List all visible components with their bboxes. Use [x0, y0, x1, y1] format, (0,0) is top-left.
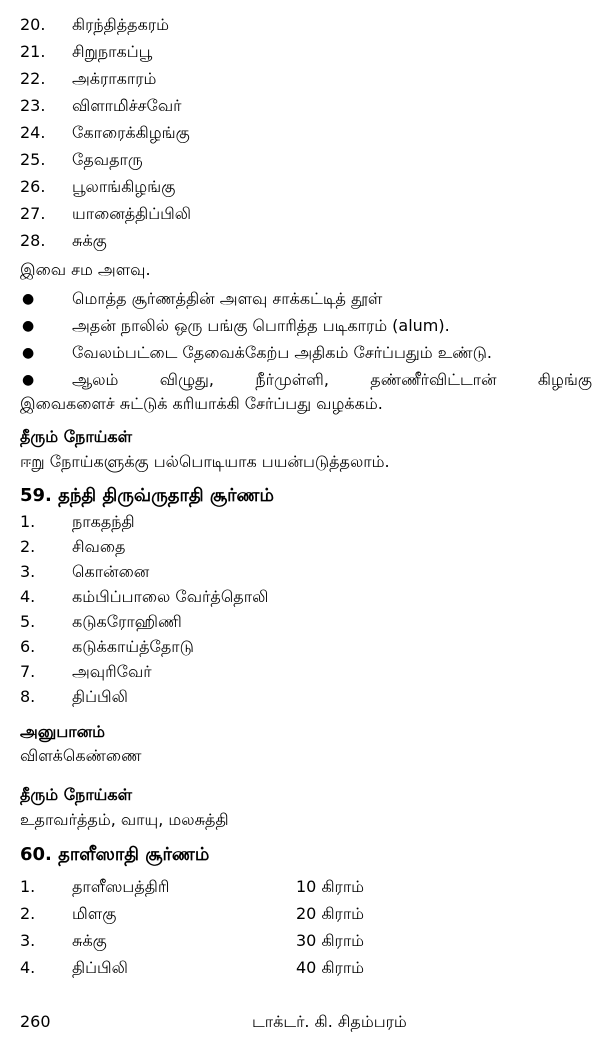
item-number: 1.	[20, 877, 36, 896]
item-text: கோரைக்கிழங்கு	[72, 123, 190, 142]
item-number: 4.	[20, 958, 36, 977]
item-text: கிரந்தித்தகரம்	[72, 15, 169, 34]
section-heading: தீரும் நோய்கள்	[20, 427, 133, 446]
section-title-line	[0, 482, 600, 510]
item-text: சிவதை	[72, 537, 126, 556]
bullet-icon: ●	[22, 291, 35, 307]
item-number: 22.	[20, 69, 46, 88]
item-text: கடுக்காய்த்தோடு	[72, 637, 194, 656]
item-number: 2.	[20, 537, 36, 556]
item-quantity: 10 கிராம்	[296, 877, 365, 896]
bullet-text: வேலம்பட்டை தேவைக்கேற்ப அதிகம் சேர்ப்பதும் உண்டு.	[72, 343, 492, 362]
list-item	[0, 634, 600, 660]
anupanam-heading: அனுபானம்	[20, 722, 105, 741]
bullet-item	[0, 367, 600, 393]
item-number: 20.	[20, 15, 46, 34]
item-number: 4.	[20, 587, 36, 606]
list-item	[0, 609, 600, 635]
item-number: 25.	[20, 150, 46, 169]
item-number: 8.	[20, 687, 36, 706]
item-number: 3.	[20, 562, 36, 581]
list-item	[0, 12, 600, 38]
list-item	[0, 66, 600, 92]
list-item	[0, 174, 600, 200]
list-item	[0, 534, 600, 560]
bullet-icon: ●	[22, 372, 35, 388]
anupanam-text: விளக்கெண்ணை	[20, 746, 142, 765]
list-item	[0, 559, 600, 585]
list-item	[0, 147, 600, 173]
bullet-item	[0, 340, 600, 366]
bullet-word: நீர்முள்ளி,	[255, 370, 329, 389]
item-number: 27.	[20, 204, 46, 223]
item-quantity: 40 கிராம்	[296, 958, 365, 977]
item-number: 6.	[20, 637, 36, 656]
item-quantity: 20 கிராம்	[296, 904, 365, 923]
paragraph-line	[0, 807, 600, 833]
bullet-text: இவைகளைச் சுட்டுக் கரியாக்கி சேர்ப்பது வழக்கம்.	[20, 394, 383, 413]
list-item	[0, 39, 600, 65]
item-text: திப்பிலி	[72, 687, 128, 706]
item-text: மிளகு	[72, 904, 117, 923]
diseases-heading: தீரும் நோய்கள்	[20, 785, 133, 804]
ingredient-row	[0, 874, 600, 900]
bullet-item	[0, 313, 600, 339]
list-item	[0, 509, 600, 535]
item-number: 1.	[20, 512, 36, 531]
item-text: சுக்கு	[72, 931, 107, 950]
item-number: 21.	[20, 42, 46, 61]
item-text: பூலாங்கிழங்கு	[72, 177, 176, 196]
item-text: யானைத்திப்பிலி	[72, 204, 192, 223]
bullet-word: தண்ணீர்விட்டான்	[370, 370, 497, 389]
ingredient-row	[0, 901, 600, 927]
page-number: 260	[20, 1012, 51, 1031]
item-text: அவுரிவேர்	[72, 662, 152, 681]
list-item	[0, 684, 600, 710]
bullet-text: அதன் நாலில் ஒரு பங்கு பொரித்த படிகாரம் (alum).	[72, 316, 450, 335]
equal-note: இவை சம அளவு.	[20, 260, 151, 279]
item-text: கம்பிப்பாலை வேர்த்தொலி	[72, 587, 269, 606]
ingredient-row	[0, 955, 600, 981]
list-item	[0, 93, 600, 119]
bullet-icon: ●	[22, 345, 35, 361]
paragraph-line	[0, 743, 600, 769]
bullet-text: மொத்த சூர்ணத்தின் அளவு சாக்கட்டித் தூள்	[72, 289, 383, 308]
item-number: 26.	[20, 177, 46, 196]
section-title: 60. தாளீஸாதி சூர்ணம்	[20, 844, 210, 865]
paragraph-text: ஈறு நோய்களுக்கு பல்பொடியாக பயன்படுத்தலாம்.	[20, 452, 390, 471]
item-text: விளாமிச்சவேர்	[72, 96, 182, 115]
bullet-icon: ●	[22, 318, 35, 334]
item-text: தேவதாரு	[72, 150, 143, 169]
diseases-text: உதாவர்த்தம், வாயு, மலசுத்தி	[20, 810, 229, 829]
bullet-text-justified	[72, 367, 592, 393]
item-text: கொன்னை	[72, 562, 150, 581]
item-number: 28.	[20, 231, 46, 250]
section-title-line	[0, 841, 600, 869]
section-heading-line	[0, 719, 600, 745]
bullet-continuation	[0, 391, 600, 417]
equal-note-line	[0, 257, 600, 283]
item-text: கடுகரோஹிணி	[72, 612, 182, 631]
item-text: தாளீஸபத்திரி	[72, 877, 170, 896]
item-text: சுக்கு	[72, 231, 107, 250]
bullet-word: ஆலம்	[72, 370, 119, 389]
paragraph-line	[0, 449, 600, 475]
bullet-word: விழுது,	[159, 370, 214, 389]
author-name: டாக்டர். கி. சிதம்பரம்	[252, 1012, 407, 1031]
item-number: 5.	[20, 612, 36, 631]
list-item	[0, 201, 600, 227]
item-text: அக்ராகாரம்	[72, 69, 157, 88]
item-text: சிறுநாகப்பூ	[72, 42, 153, 61]
bullet-item	[0, 286, 600, 312]
item-text: நாகதந்தி	[72, 512, 135, 531]
section-title: 59. தந்தி திருவ்ருதாதி சூர்ணம்	[20, 485, 274, 506]
item-number: 3.	[20, 931, 36, 950]
list-item	[0, 584, 600, 610]
item-number: 7.	[20, 662, 36, 681]
item-text: திப்பிலி	[72, 958, 128, 977]
section-heading-line	[0, 424, 600, 450]
section-heading-line	[0, 782, 600, 808]
item-number: 23.	[20, 96, 46, 115]
bullet-word: கிழங்கு	[537, 370, 593, 389]
item-quantity: 30 கிராம்	[296, 931, 365, 950]
list-item	[0, 228, 600, 254]
list-item	[0, 659, 600, 685]
item-number: 24.	[20, 123, 46, 142]
ingredient-row	[0, 928, 600, 954]
item-number: 2.	[20, 904, 36, 923]
list-item	[0, 120, 600, 146]
